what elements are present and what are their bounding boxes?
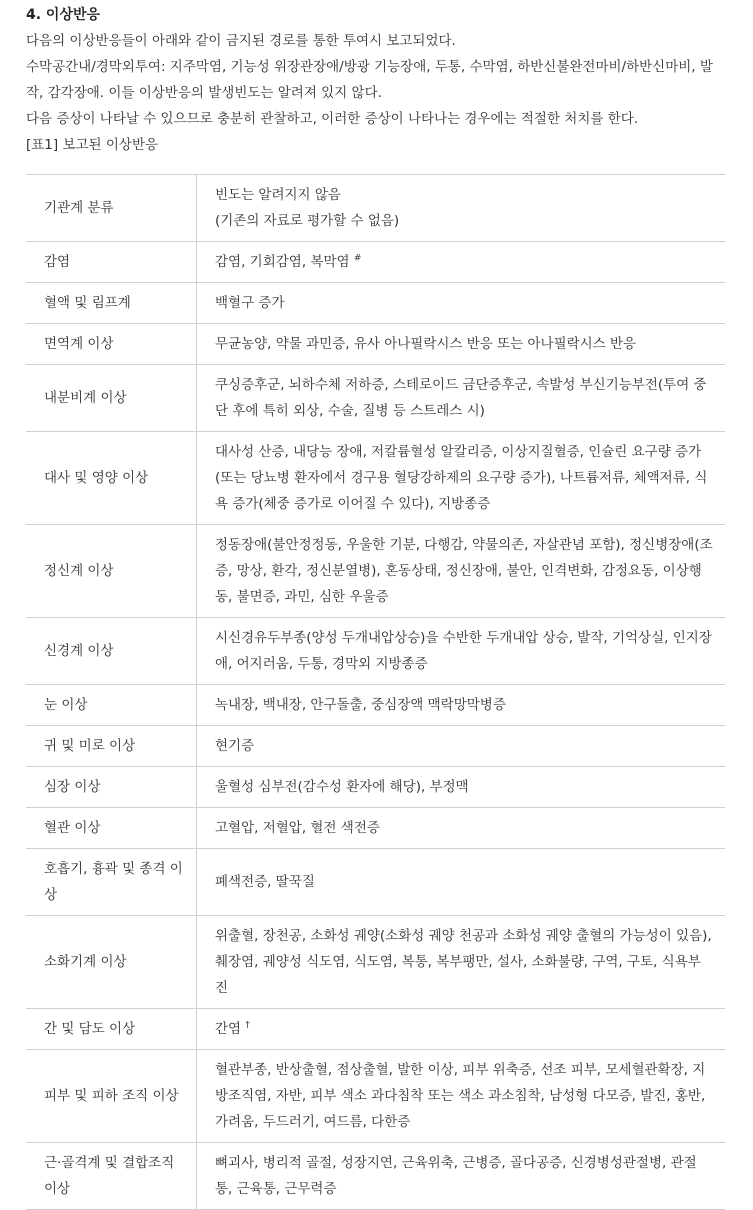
- table-row: [26, 365, 725, 432]
- description-text: 뼈괴사, 병리적 골절, 성장지연, 근육위축, 근병증, 골다공증, 신경병성관절병, 관절통, 근육통, 근무력증: [215, 1155, 697, 1197]
- description-cell: [197, 525, 726, 618]
- table-caption: [표1] 보고된 이상반응: [26, 137, 159, 153]
- category-cell: 소화기계 이상: [26, 916, 197, 1009]
- table-row: [26, 916, 725, 1009]
- table-row: [26, 767, 725, 808]
- category-cell: 심장 이상: [26, 767, 197, 808]
- category-cell: 신경계 이상: [26, 618, 197, 685]
- description-text: 폐색전증, 딸꾹질: [215, 874, 315, 890]
- category-cell: 대사 및 영양 이상: [26, 432, 197, 525]
- description-text: 백혈구 증가: [215, 295, 285, 311]
- description-cell: [197, 808, 726, 849]
- description-cell: [197, 849, 726, 916]
- description-cell: [197, 175, 726, 242]
- description-cell: [197, 767, 726, 808]
- category-cell: 눈 이상: [26, 685, 197, 726]
- table-row: [26, 1143, 725, 1210]
- routes-text: 수막공간내/경막외투여: 지주막염, 기능성 위장관장애/방광 기능장애, 두통, 수막염, 하반신불완전마비/하반신마비, 발작, 감각장애. 이들 이상반응의 발생빈도는 알려져 있지 않다.: [26, 59, 713, 101]
- description-text: 간염: [215, 1021, 242, 1037]
- table-row: [26, 618, 725, 685]
- description-cell: [197, 283, 726, 324]
- description-text: 혈관부종, 반상출혈, 점상출혈, 발한 이상, 피부 위축증, 선조 피부, 모세혈관확장, 지방조직염, 자반, 피부 색소 과다침착 또는 색소 과소침착, 남성형 다모증, 발진, 홍반, 가려움, 두드러기, 여드름, 다한증: [215, 1062, 706, 1130]
- description-text: 울혈성 심부전(감수성 환자에 해당), 부정맥: [215, 779, 469, 795]
- table-row: [26, 1009, 725, 1050]
- description-text: 감염, 기회감염, 복막염: [215, 254, 350, 270]
- category-cell: 감염: [26, 242, 197, 283]
- description-text: 시신경유두부종(양성 두개내압상승)을 수반한 두개내압 상승, 발작, 기억상실, 인지장애, 어지러움, 두통, 경막외 지방종증: [215, 630, 712, 672]
- description-text: 현기증: [215, 738, 255, 754]
- description-cell: [197, 242, 726, 283]
- category-cell: 혈액 및 림프계: [26, 283, 197, 324]
- description-cell: [197, 726, 726, 767]
- description-cell: [197, 1143, 726, 1210]
- description-text: 대사성 산증, 내당능 장애, 저칼륨혈성 알칼리증, 이상지질혈증, 인슐린 요구량 증가(또는 당뇨병 환자에서 경구용 혈당강하제의 요구량 증가), 나트륨저류, 체액저류, 식욕 증가(체중 증가로 이어질 수 있다), 지방종증: [215, 444, 708, 512]
- category-cell: 혈관 이상: [26, 808, 197, 849]
- footnote-mark: #: [353, 253, 362, 264]
- table-row: [26, 1050, 725, 1143]
- description-text: 빈도는 알려지지 않음 (기존의 자료로 평가할 수 없음): [215, 187, 400, 229]
- category-cell: 피부 및 피하 조직 이상: [26, 1050, 197, 1143]
- description-text: 고혈압, 저혈압, 혈전 색전증: [215, 820, 380, 836]
- table-row: [26, 808, 725, 849]
- description-cell: [197, 685, 726, 726]
- table-row: [26, 324, 725, 365]
- table-row: [26, 525, 725, 618]
- table-row: [26, 849, 725, 916]
- description-text: 무균농양, 약물 과민증, 유사 아나필락시스 반응 또는 아나필락시스 반응: [215, 336, 637, 352]
- description-text: 녹내장, 백내장, 안구돌출, 중심장액 맥락망막병증: [215, 697, 506, 713]
- category-cell: 기관계 분류: [26, 175, 197, 242]
- description-cell: [197, 916, 726, 1009]
- category-cell: 근·골격계 및 결합조직 이상: [26, 1143, 197, 1210]
- section-heading: 4. 이상반응: [26, 7, 101, 23]
- category-cell: 귀 및 미로 이상: [26, 726, 197, 767]
- table-row: [26, 242, 725, 283]
- description-cell: [197, 1009, 726, 1050]
- category-cell: 호흡기, 흉곽 및 종격 이상: [26, 849, 197, 916]
- table-row: [26, 283, 725, 324]
- description-text: 정동장애(불안정정동, 우울한 기분, 다행감, 약물의존, 자살관념 포함), 정신병장애(조증, 망상, 환각, 정신분열병), 혼동상태, 정신장애, 불안, 인격변화, 감정요동, 이상행동, 불면증, 과민, 심한 우울증: [215, 537, 713, 605]
- description-cell: [197, 365, 726, 432]
- description-cell: [197, 1050, 726, 1143]
- description-cell: [197, 324, 726, 365]
- table-row: [26, 432, 725, 525]
- adverse-reactions-table: [26, 174, 725, 1210]
- description-text: 쿠싱증후군, 뇌하수체 저하증, 스테로이드 금단증후군, 속발성 부신기능부전(투여 중단 후에 특히 외상, 수술, 질병 등 스트레스 시): [215, 377, 707, 419]
- category-cell: 내분비계 이상: [26, 365, 197, 432]
- category-cell: 간 및 담도 이상: [26, 1009, 197, 1050]
- description-text: 위출혈, 장천공, 소화성 궤양(소화성 궤양 천공과 소화성 궤양 출혈의 가능성이 있음), 췌장염, 궤양성 식도염, 식도염, 복통, 복부팽만, 설사, 소화불량, 구역, 구토, 식욕부진: [215, 928, 712, 996]
- table-row: [26, 685, 725, 726]
- table-row: [26, 726, 725, 767]
- table-row: [26, 175, 725, 242]
- advice-text: 다음 증상이 나타날 수 있으므로 충분히 관찰하고, 이러한 증상이 나타나는 경우에는 적절한 처치를 한다.: [26, 111, 639, 127]
- description-cell: [197, 618, 726, 685]
- description-cell: [197, 432, 726, 525]
- category-cell: 면역계 이상: [26, 324, 197, 365]
- intro-text: 다음의 이상반응들이 아래와 같이 금지된 경로를 통한 투여시 보고되었다.: [26, 33, 456, 49]
- category-cell: 정신계 이상: [26, 525, 197, 618]
- footnote-mark: †: [245, 1020, 250, 1031]
